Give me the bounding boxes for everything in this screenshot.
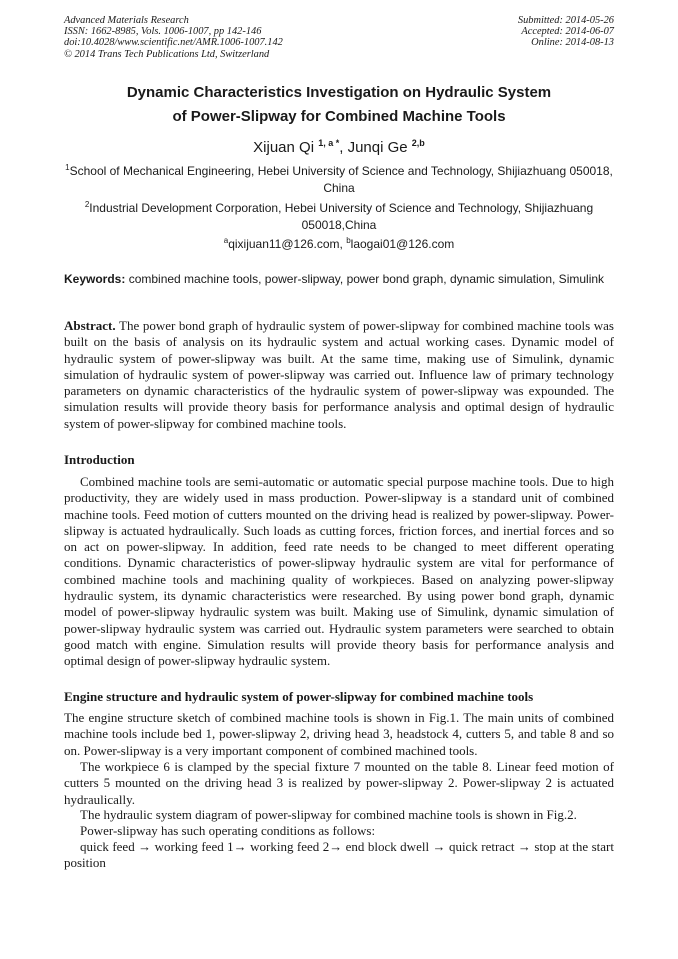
author-separator: ,: [339, 139, 348, 156]
email-b-marker: b: [346, 236, 351, 245]
author-2-name: Junqi Ge: [347, 139, 408, 156]
author-list: [64, 138, 614, 158]
affiliation-2-marker: 2: [84, 200, 90, 209]
abstract: [64, 318, 614, 432]
online-date: Online: 2014-08-13: [531, 37, 614, 49]
engine-paragraph-2: The workpiece 6 is clamped by the special fixture 7 mounted on the table 8. Linear feed motion of cutters 5 mounted on the driving head 3 is realized by power-slipway 2. Power-slipway 2 is actuated hydraulically.: [64, 759, 614, 807]
accepted-date: Accepted: 2014-06-07: [521, 26, 614, 38]
author-2-affil-marker: 2,b: [411, 138, 425, 148]
author-1-name: Xijuan Qi: [253, 139, 315, 156]
journal-copyright: © 2014 Trans Tech Publications Ltd, Switzerland: [64, 48, 270, 60]
introduction-paragraph: Combined machine tools are semi-automatic or automatic special purpose machine tools. Due to high productivity, they are widely used in mass production. Power-slipway is a standard unit of combined machine tools. Feed motion of cutters mounted on the driving head is realized by power-slipway. Power-slipway is actuated hydraulically. Such loads as cutting forces, friction forces, and inertial forces and so on act on power-slipway. In addition, feed rate needs to be changed to meet different operating conditions. Dynamic characteristics of power-slipway hydraulic system are vital for performance of combined machine tools and machining quality of workpieces. Based on analyzing power-slipway hydraulic system, its dynamic characteristics were researched. By using power bond graph, dynamic model of power-slipway hydraulic system was built. Making use of Simulink, dynamic simulation of power-slipway hydraulic system was carried out. Hydraulic system parameters were searched to obtain good match with engine. Simulation results will provide theory basis for performance analysis and optimal design of power-slipway hydraulic system.: [64, 474, 614, 669]
email-b[interactable]: laogai01@126.com: [350, 237, 455, 251]
journal-header: [64, 15, 283, 60]
email-a[interactable]: qixijuan11@126.com,: [228, 237, 347, 251]
author-1-affil-marker: 1, a *: [318, 138, 340, 148]
introduction-heading: Introduction: [64, 452, 135, 467]
affiliation-1-marker: 1: [65, 163, 70, 172]
abstract-text: The power bond graph of hydraulic system of power-slipway for combined machine tools was built on the basis of analysis on its hydraulic system and actual working cases. Dynamic model of hydraulic system of power-slipway was built. At the same time, making use of Simulink, dynamic simulation of hydraulic system of power-slipway was carried out. Influence law of primary technology parameters on dynamic characteristics of the hydraulic system of power-slipway was expounded. The simulation results will provide theory basis for performance analysis and optimal design of hydraulic system of power-slipway for combined machine tools.: [64, 318, 614, 431]
paper-title: [64, 81, 614, 129]
title-line-2: of Power-Slipway for Combined Machine Tools: [172, 108, 506, 125]
submitted-date: Submitted: 2014-05-26: [517, 15, 614, 26]
keywords-label: Keywords:: [64, 272, 126, 286]
journal-doi[interactable]: doi:10.4028/www.scientific.net/AMR.1006-1007.142: [64, 37, 283, 49]
author-emails: [64, 236, 614, 253]
engine-paragraph-3: The hydraulic system diagram of power-slipway for combined machine tools is shown in Fig.2.: [80, 807, 577, 822]
affiliation-1-text: School of Mechanical Engineering, Hebei University of Science and Technology, Shijiazhuang 050018, China: [69, 164, 613, 195]
keywords-text: combined machine tools, power-slipway, power bond graph, dynamic simulation, Simulink: [125, 272, 605, 286]
abstract-label: Abstract.: [64, 318, 116, 333]
dates-header: [518, 15, 614, 49]
engine-paragraph-5: quick feed → working feed 1→ working feed 2→ end block dwell → quick retract → stop at the start position: [64, 839, 614, 871]
keywords: [64, 272, 614, 287]
title-line-1: Dynamic Characteristics Investigation on Hydraulic System: [126, 84, 552, 101]
engine-paragraph-1: The engine structure sketch of combined machine tools is shown in Fig.1. The main units of combined machine tools include bed 1, power-slipway 2, driving head 3, headstock 4, cutters 5, and table 8 and so on. Power-slipway is a very important component of combined machined tools.: [64, 710, 614, 758]
email-a-marker: a: [223, 236, 229, 245]
engine-paragraph-4: Power-slipway has such operating conditions as follows:: [80, 823, 376, 838]
engine-section-heading: Engine structure and hydraulic system of power-slipway for combined machine tools: [64, 689, 534, 704]
affiliation-1: [64, 163, 614, 196]
affiliation-2: [64, 200, 614, 233]
journal-name: Advanced Materials Research: [64, 15, 189, 26]
journal-issn: ISSN: 1662-8985, Vols. 1006-1007, pp 142-146: [64, 26, 262, 38]
affiliation-2-text: Industrial Development Corporation, Hebei University of Science and Technology, Shijiazhuang 050018,China: [89, 201, 594, 232]
